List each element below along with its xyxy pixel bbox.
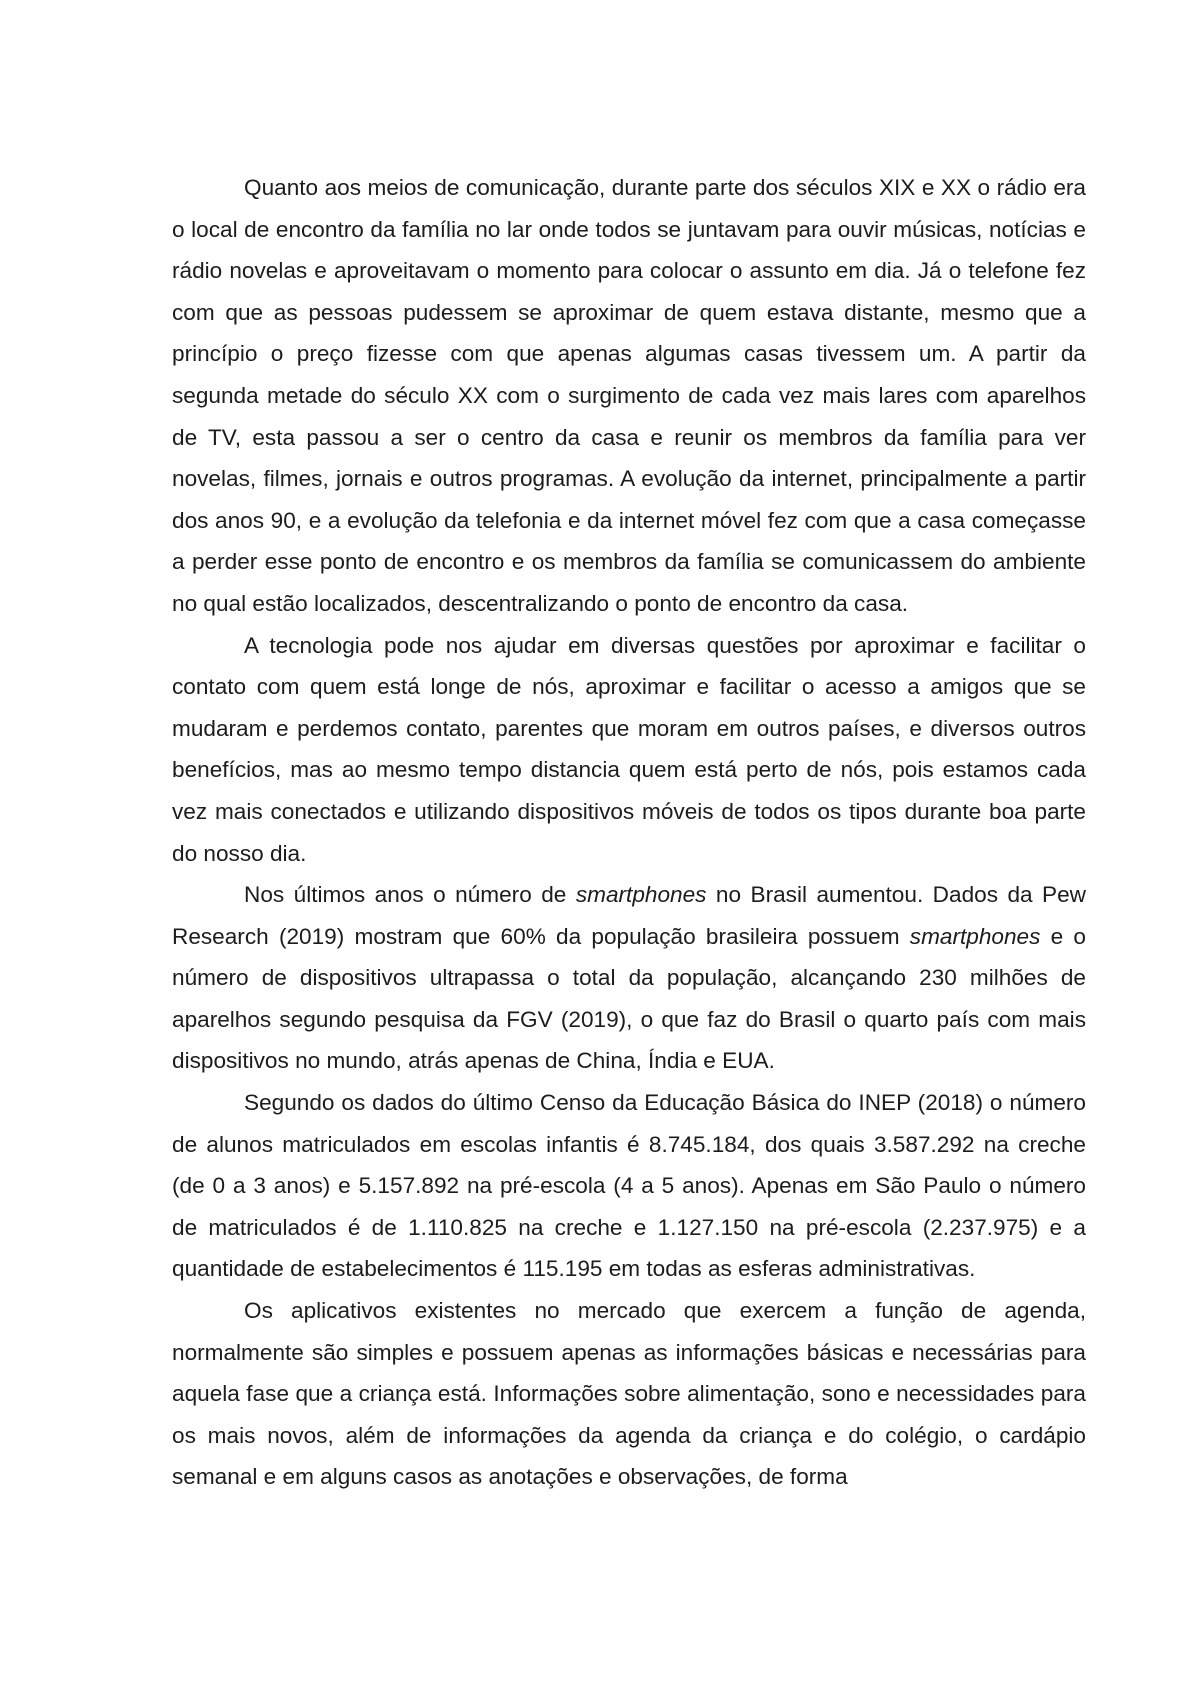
document-body [172, 167, 1086, 1498]
paragraph-text: Segundo os dados do último Censo da Educação Básica do INEP (2018) o número de alunos matriculados em escolas infantis é 8.745.184, dos quais 3.587.292 na creche (de 0 a 3 anos) e 5.157.892 na pré-escola (4 a 5 anos). Apenas em São Paulo o número de matriculados é de 1.110.825 na creche e 1.127.150 na pré-escola (2.237.975) e a quantidade de estabelecimentos é 115.195 em todas as esferas administrativas. [172, 1090, 1086, 1282]
paragraph-text: no Brasil aumentou. Dados da Pew Research (2019) mostram que 60% da população brasileira possuem [172, 882, 1086, 949]
italic-term: smartphones [575, 882, 707, 908]
paragraph-communication-history [172, 167, 1086, 625]
italic-term: smartphones [909, 923, 1041, 949]
paragraph-text: Nos últimos anos o número de [244, 882, 576, 908]
paragraph-text: Os aplicativos existentes no mercado que exercem a função de agenda, normalmente são simples e possuem apenas as informações básicas e necessárias para aquela fase que a criança está. Informações sobre alimentação, sono e necessidades para os mais novos, além de informações da agenda da criança e do colégio, o cardápio semanal e em alguns casos as anotações e observações, de forma [172, 1298, 1086, 1490]
paragraph-inep-census [172, 1082, 1086, 1290]
paragraph-text: e o número de dispositivos ultrapassa o total da população, alcançando 230 milhões de aparelhos segundo pesquisa da FGV (2019), o que faz do Brasil o quarto país com mais dispositivos no mundo, atrás apenas de China, Índia e EUA. [172, 923, 1086, 1074]
paragraph-text: Quanto aos meios de comunicação, durante parte dos séculos XIX e XX o rádio era o local de encontro da família no lar onde todos se juntavam para ouvir músicas, notícias e rádio novelas e aproveitavam o momento para colocar o assunto em dia. Já o telefone fez com que as pessoas pudessem se aproximar de quem estava distante, mesmo que a princípio o preço fizesse com que apenas algumas casas tivessem um. A partir da segunda metade do século XX com o surgimento de cada vez mais lares com aparelhos de TV, esta passou a ser o centro da casa e reunir os membros da família para ver novelas, filmes, jornais e outros programas. A evolução da internet, principalmente a partir dos anos 90, e a evolução da telefonia e da internet móvel fez com que a casa começasse a perder esse ponto de encontro e os membros da família se comunicassem do ambiente no qual estão localizados, descentralizando o ponto de encontro da casa. [172, 175, 1086, 616]
paragraph-text: A tecnologia pode nos ajudar em diversas questões por aproximar e facilitar o contato com quem está longe de nós, aproximar e facilitar o acesso a amigos que se mudaram e perdemos contato, parentes que moram em outros países, e diversos outros benefícios, mas ao mesmo tempo distancia quem está perto de nós, pois estamos cada vez mais conectados e utilizando dispositivos móveis de todos os tipos durante boa parte do nosso dia. [172, 632, 1086, 866]
paragraph-agenda-apps [172, 1290, 1086, 1498]
paragraph-technology-impact [172, 625, 1086, 875]
paragraph-smartphones-brazil [172, 874, 1086, 1082]
